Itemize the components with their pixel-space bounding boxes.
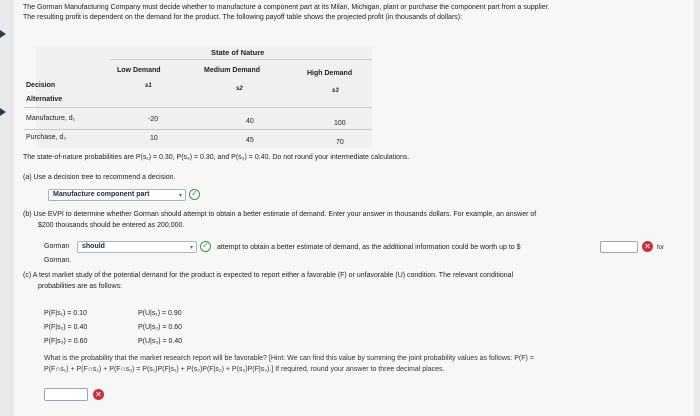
part-b-evpi-input[interactable] [600, 241, 638, 253]
part-b-prefix: Gorman [44, 243, 70, 250]
cell-purchase-medium: 45 [246, 137, 254, 144]
row-header-decision: Decision [26, 82, 56, 89]
col-symbol-s2: s2 [236, 86, 243, 92]
part-c-prob-formula: P(F∩s₁) + P(F∩s₂) + P(F∩s₃) = P(s₁)P(F|s₁) + P(s₂)P(F|s₂) + P(s₃)P(F|s₃).] If required, round your answer to three decimal places. [44, 366, 445, 373]
col-symbol-s1: s1 [145, 83, 152, 89]
part-b-line-2: Gorman. [44, 257, 72, 264]
cond-prob-f-s3: P(F|s₃) = 0.60 [44, 338, 88, 345]
state-of-nature-header: State of Nature [211, 48, 265, 57]
table-divider [110, 59, 372, 60]
part-c-question-line-2: probabilities are as follows: [38, 283, 123, 290]
cond-prob-f-s1: P(F|s₁) = 0.10 [44, 310, 87, 317]
row-label-manufacture: Manufacture, d₁ [26, 115, 76, 122]
correct-check-icon: ✓ [189, 189, 200, 200]
row-header-alternative: Alternative [26, 96, 63, 103]
part-b-middle-text: attempt to obtain a better estimate of demand, as the additional information could be worth up to $ [217, 244, 521, 251]
col-symbol-s3: s3 [332, 88, 339, 94]
part-b-question-line-2: $200 thousands should be entered as 200,000. [38, 222, 185, 229]
part-a-selected-value: Manufacture component part [53, 191, 150, 198]
cell-purchase-high: 70 [336, 139, 344, 146]
col-header-medium: Medium Demand [204, 67, 261, 74]
nav-arrow-icon [0, 108, 6, 116]
part-b-question-line-1: (b) Use EVPI to determine whether Gorman should attempt to obtain a better estimate of demand. Enter your answer in thousands dollars. For example, an answer of [23, 211, 537, 218]
part-c-question-line-1: (c) A test market study of the potential demand for the product is expected to report either a favorable (F) or unfavorable (U) condition. The relevant conditional [23, 272, 514, 279]
cond-prob-u-s1: P(U|s₁) = 0.90 [138, 310, 182, 317]
row-label-purchase: Purchase, d₂ [26, 134, 67, 141]
question-page [14, 0, 694, 416]
cell-manufacture-medium: 40 [246, 118, 254, 125]
part-b-selected-value: should [82, 243, 105, 250]
cell-purchase-low: 10 [150, 135, 158, 142]
incorrect-x-icon: ✕ [93, 389, 104, 400]
probabilities-text: The state-of-nature probabilities are P(s₁) = 0.30, P(s₂) = 0.30, and P(s₃) = 0.40. Do not round your intermediate calculations. [23, 154, 410, 161]
cond-prob-u-s3: P(U|s₃) = 0.40 [138, 338, 183, 345]
cond-prob-f-s2: P(F|s₂) = 0.40 [44, 324, 88, 331]
table-divider [24, 107, 372, 108]
part-c-prob-question: What is the probability that the market research report will be favorable? [Hint: We can find this value by summing the joint probability values as follows: P(F) = [44, 355, 534, 362]
part-b-suffix: for [657, 245, 665, 251]
cond-prob-u-s2: P(U|s₂) = 0.60 [138, 324, 183, 331]
cell-manufacture-low: -20 [148, 116, 159, 123]
part-c-probability-input[interactable] [44, 388, 88, 401]
nav-arrow-icon [0, 30, 6, 38]
intro-line-2: The resulting profit is dependent on the demand for the product. The following payoff table shows the projected profit (in thousands of dollars): [23, 14, 463, 21]
correct-check-icon: ✓ [200, 241, 211, 252]
col-header-high: High Demand [307, 70, 353, 77]
intro-line-1: The Gorman Manufacturing Company must decide whether to manufacture a component part at its Milan, Michigan, plant or purchase the component part from a supplier. [23, 4, 550, 11]
incorrect-x-icon: ✕ [642, 241, 653, 252]
part-b-should-select[interactable] [77, 241, 197, 253]
part-a-question: (a) Use a decision tree to recommend a decision. [23, 174, 176, 181]
cell-manufacture-high: 100 [334, 120, 346, 127]
chevron-down-icon: ▾ [189, 245, 193, 251]
table-divider [24, 129, 372, 130]
payoff-table [36, 46, 372, 148]
col-header-low: Low Demand [117, 67, 161, 74]
chevron-down-icon: ▾ [178, 193, 182, 199]
part-a-decision-select[interactable] [48, 189, 186, 201]
